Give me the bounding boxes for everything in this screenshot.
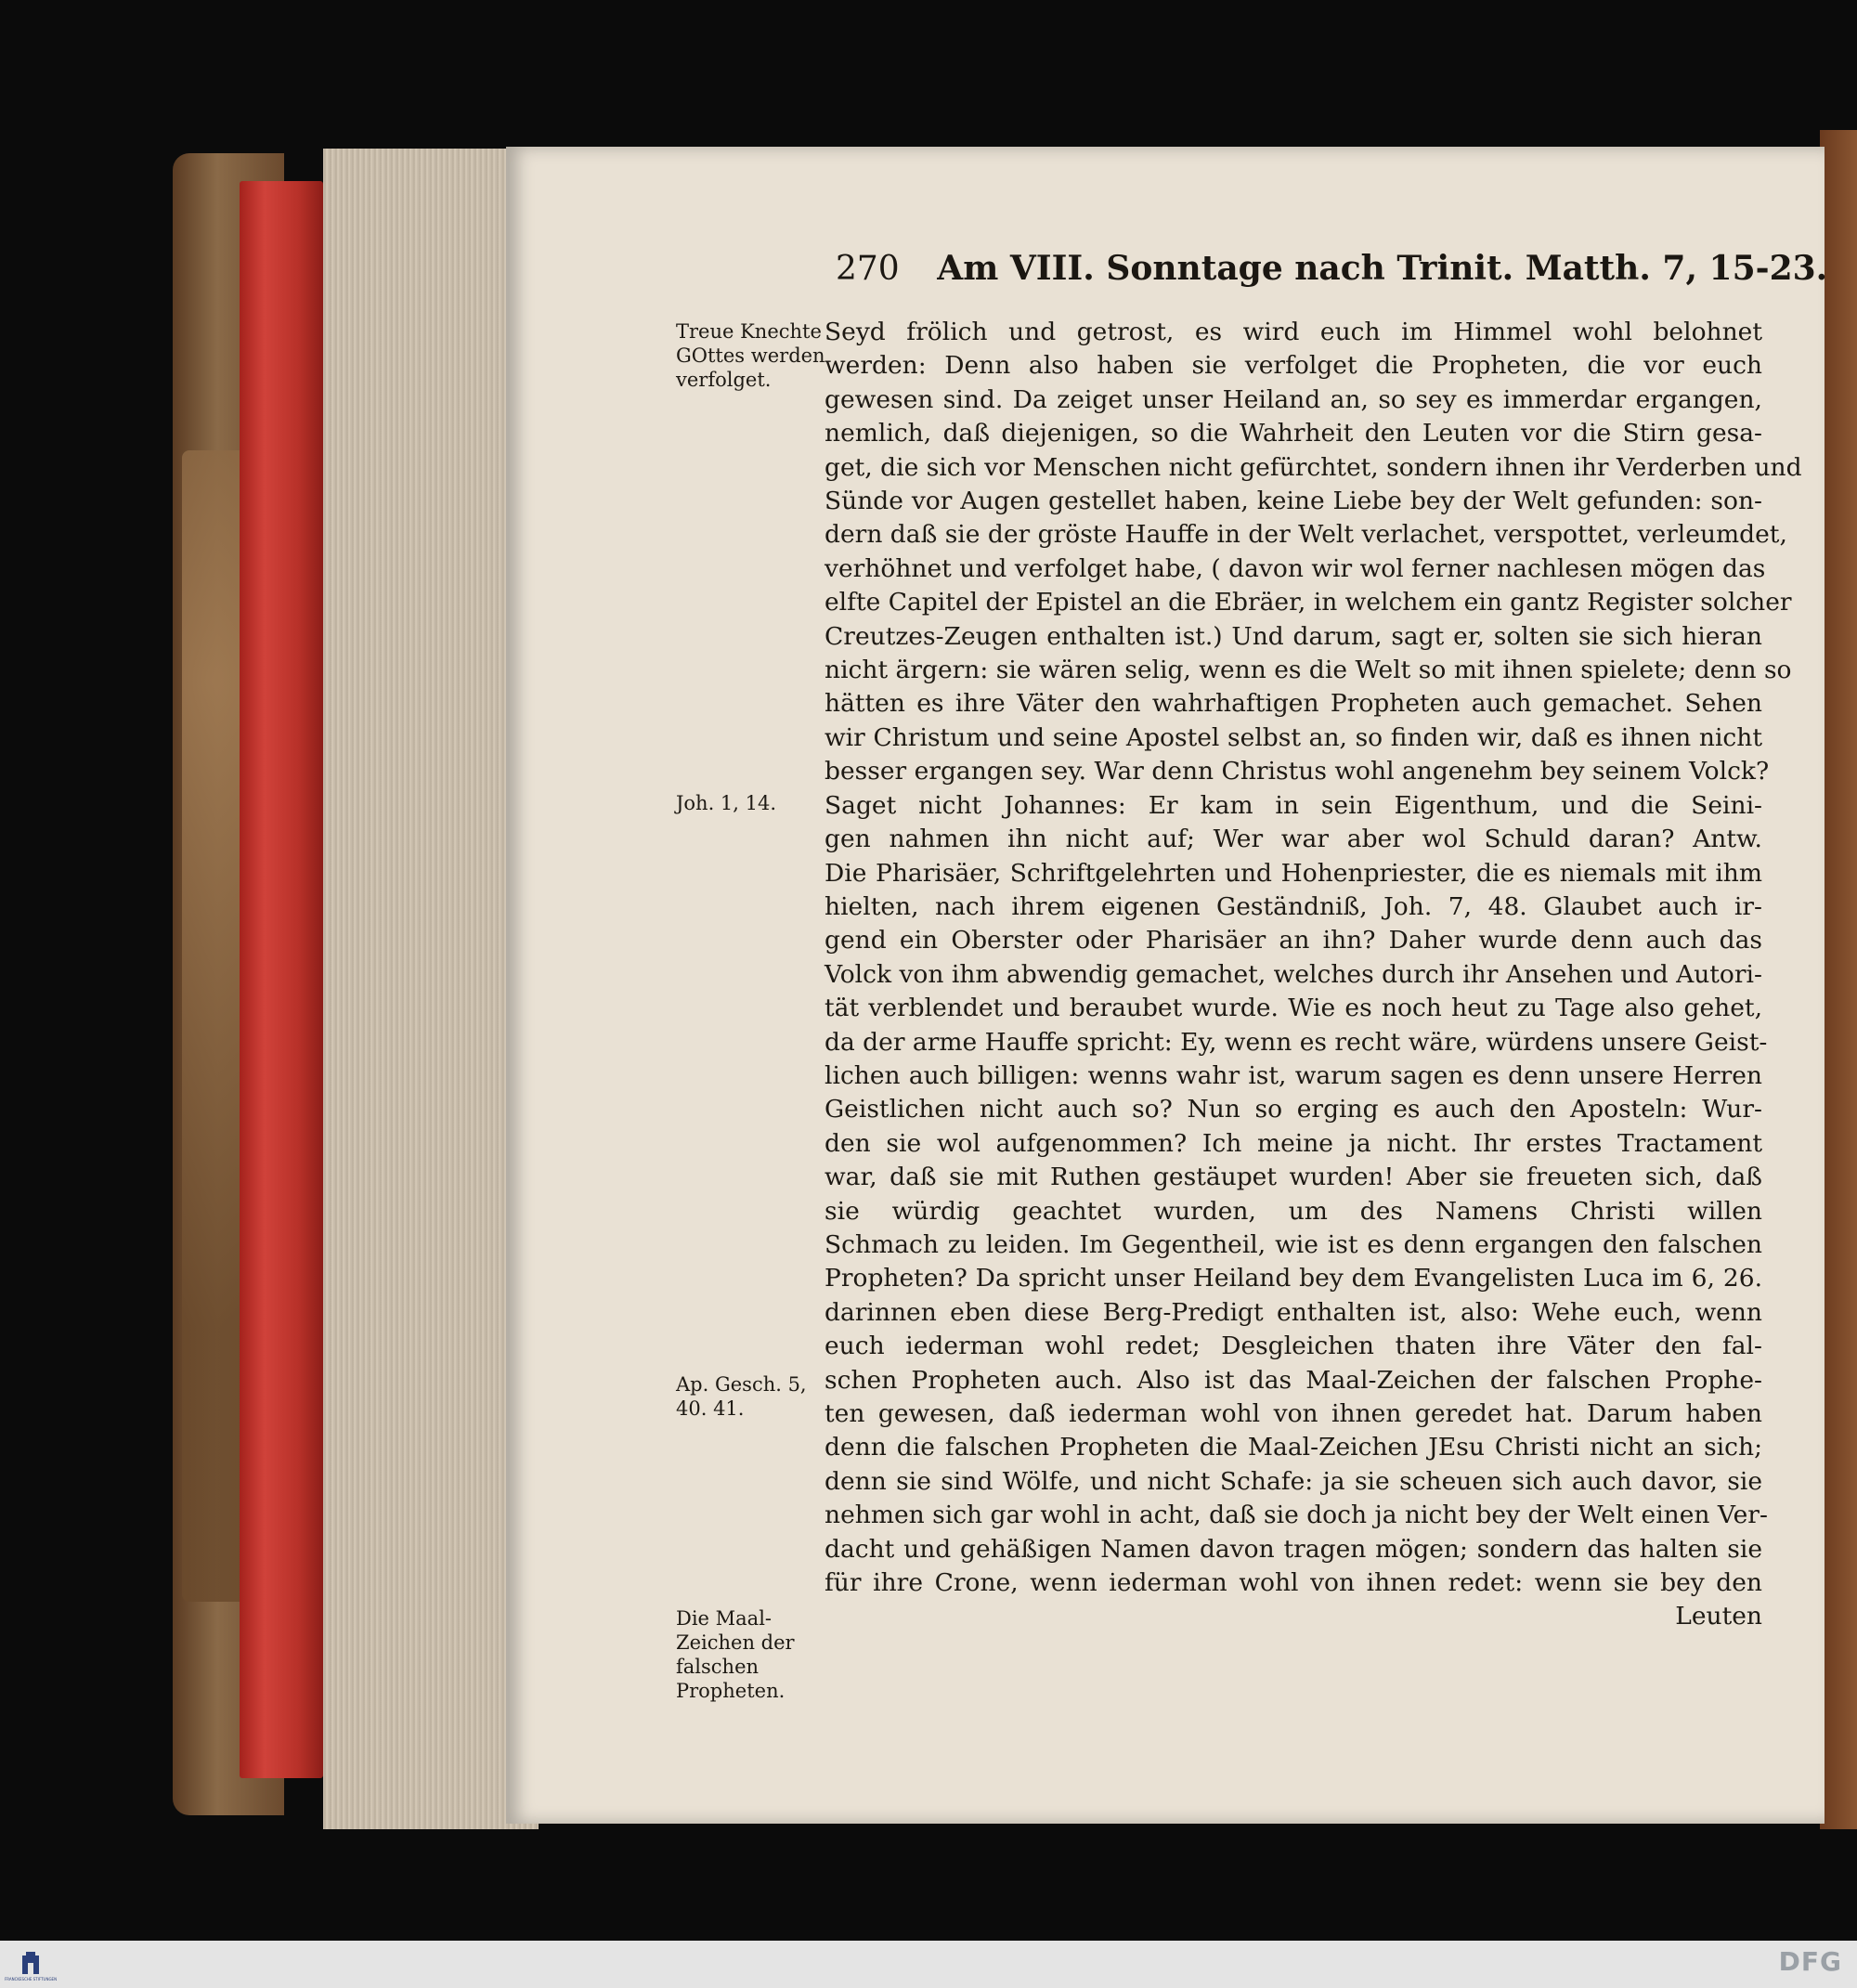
running-title: Am VIII. Sonntage nach Trinit. Matth. 7, 15-23. — [937, 249, 1828, 288]
text-line: sie würdig geachtet wurden, um des Namens Christi willen — [825, 1196, 1762, 1226]
text-line: Volck von ihm abwendig gemachet, welches durch ihr Ansehen und Autori- — [825, 959, 1762, 989]
page-number: 270 — [836, 250, 900, 288]
text-line: nicht ärgern: sie wären selig, wenn es die Welt so mit ihnen spielete; denn so — [825, 656, 1792, 685]
text-line: denn sie sind Wölfe, und nicht Schafe: ja sie scheuen sich auch davor, sie — [825, 1466, 1762, 1496]
text-line: hätten es ihre Väter den wahrhaftigen Propheten auch gemachet. Sehen — [825, 689, 1762, 719]
text-line: gen nahmen ihn nicht auf; Wer war aber wol Schuld daran? Antw. — [825, 825, 1762, 854]
text-line: Creutzes-Zeugen enthalten ist.) Und darum, sagt er, solten sie sich hieran — [825, 621, 1762, 651]
text-line: ten gewesen, daß iederman wohl von ihnen geredet hat. Darum haben — [825, 1399, 1762, 1428]
text-line: denn die falschen Propheten die Maal-Zeichen JEsu Christi nicht an sich; — [825, 1433, 1762, 1462]
margin-note: Treue Knechte GOttes werden verfolget. — [676, 320, 825, 391]
red-page-edge — [240, 181, 323, 1778]
franckesche-stiftungen-logo — [4, 1948, 58, 1983]
margin-note: Joh. 1, 14. — [676, 792, 777, 814]
text-line: nemlich, daß diejenigen, so die Wahrheit den Leuten vor die Stirn gesa- — [825, 419, 1762, 448]
text-line: nehmen sich gar wohl in acht, daß sie doch ja nicht bey der Welt einen Ver- — [825, 1501, 1768, 1530]
text-line: dacht und gehäßigen Namen davon tragen mögen; sondern das halten sie — [825, 1534, 1762, 1564]
text-line: elfte Capitel der Epistel an die Ebräer, in welchem ein gantz Register solcher — [825, 588, 1792, 617]
text-line: Die Pharisäer, Schriftgelehrten und Hohenpriester, die es niemals mit ihm — [825, 858, 1762, 888]
text-line: tät verblendet und beraubet wurde. Wie es noch heut zu Tage also gehet, — [825, 994, 1762, 1023]
text-line: dern daß sie der gröste Hauffe in der Welt verlachet, verspottet, verleumdet, — [825, 520, 1787, 550]
page-header — [836, 249, 1828, 288]
text-line: Seyd frölich und getrost, es wird euch im Himmel wohl belohnet — [825, 318, 1762, 346]
text-line: da der arme Hauffe spricht: Ey, wenn es recht wäre, würdens unsere Geist- — [825, 1027, 1768, 1057]
text-line: Geistlichen nicht auch so? Nun so erging es auch den Aposteln: Wur- — [825, 1095, 1762, 1124]
text-line: Propheten? Da spricht unser Heiland bey dem Evangelisten Luca im 6, 26. — [825, 1264, 1762, 1293]
text-line: besser ergangen sey. War denn Christus wohl angenehm bey seinem Volck? — [825, 757, 1770, 786]
margin-note: Ap. Gesch. 5, 40. 41. — [676, 1373, 807, 1420]
footer-bar — [0, 1941, 1857, 1988]
text-line: get, die sich vor Menschen nicht gefürchtet, sondern ihnen ihr Verderben und — [825, 452, 1802, 482]
body-text — [825, 316, 1802, 1634]
text-line: lichen auch billigen: wenns wahr ist, warum sagen es denn unsere Herren — [825, 1060, 1762, 1090]
text-line: Schmach zu leiden. Im Gegentheil, wie ist es denn ergangen den falschen — [825, 1229, 1762, 1259]
text-line: den sie wol aufgenommen? Ich meine ja nicht. Ihr erstes Tractament — [825, 1128, 1762, 1158]
text-line: hielten, nach ihrem eigenen Geständniß, Joh. 7, 48. Glaubet auch ir- — [825, 891, 1762, 921]
text-line: werden: Denn also haben sie verfolget die Propheten, die vor euch — [825, 351, 1762, 381]
text-line: darinnen eben diese Berg-Predigt enthalten ist, also: Wehe euch, wenn — [825, 1297, 1762, 1327]
text-line: wir Christum und seine Apostel selbst an, so finden wir, daß es ihnen nicht — [825, 722, 1762, 752]
dfg-logo: DFG — [1778, 1946, 1842, 1977]
text-line: verhöhnet und verfolget habe, ( davon wir wol ferner nachlesen mögen das — [825, 553, 1766, 583]
text-line: war, daß sie mit Ruthen gestäupet wurden! Aber sie freueten sich, daß — [825, 1163, 1762, 1192]
text-line: Saget nicht Johannes: Er kam in sein Eigenthum, und die Seini- — [825, 790, 1762, 820]
logo-caption: FRANCKESCHE STIFTUNGEN — [4, 1977, 58, 1982]
text-line: Leuten — [1675, 1602, 1762, 1631]
book-cover-right — [1820, 130, 1857, 1829]
text-line: Sünde vor Augen gestellet haben, keine Liebe bey der Welt gefunden: son- — [825, 487, 1762, 516]
text-line: gend ein Oberster oder Pharisäer an ihn? Daher wurde denn auch das — [825, 926, 1762, 955]
text-line: gewesen sind. Da zeiget unser Heiland an, so sey es immerdar ergangen, — [825, 384, 1762, 414]
text-line: schen Propheten auch. Also ist das Maal-Zeichen der falschen Prophe- — [825, 1365, 1762, 1395]
margin-note: Die Maal-Zeichen der falschen Propheten. — [676, 1607, 795, 1702]
text-line: für ihre Crone, wenn iederman wohl von ihnen redet: wenn sie bey den — [825, 1568, 1762, 1598]
text-line: euch iederman wohl redet; Desgleichen thaten ihre Väter den fal- — [825, 1332, 1762, 1361]
